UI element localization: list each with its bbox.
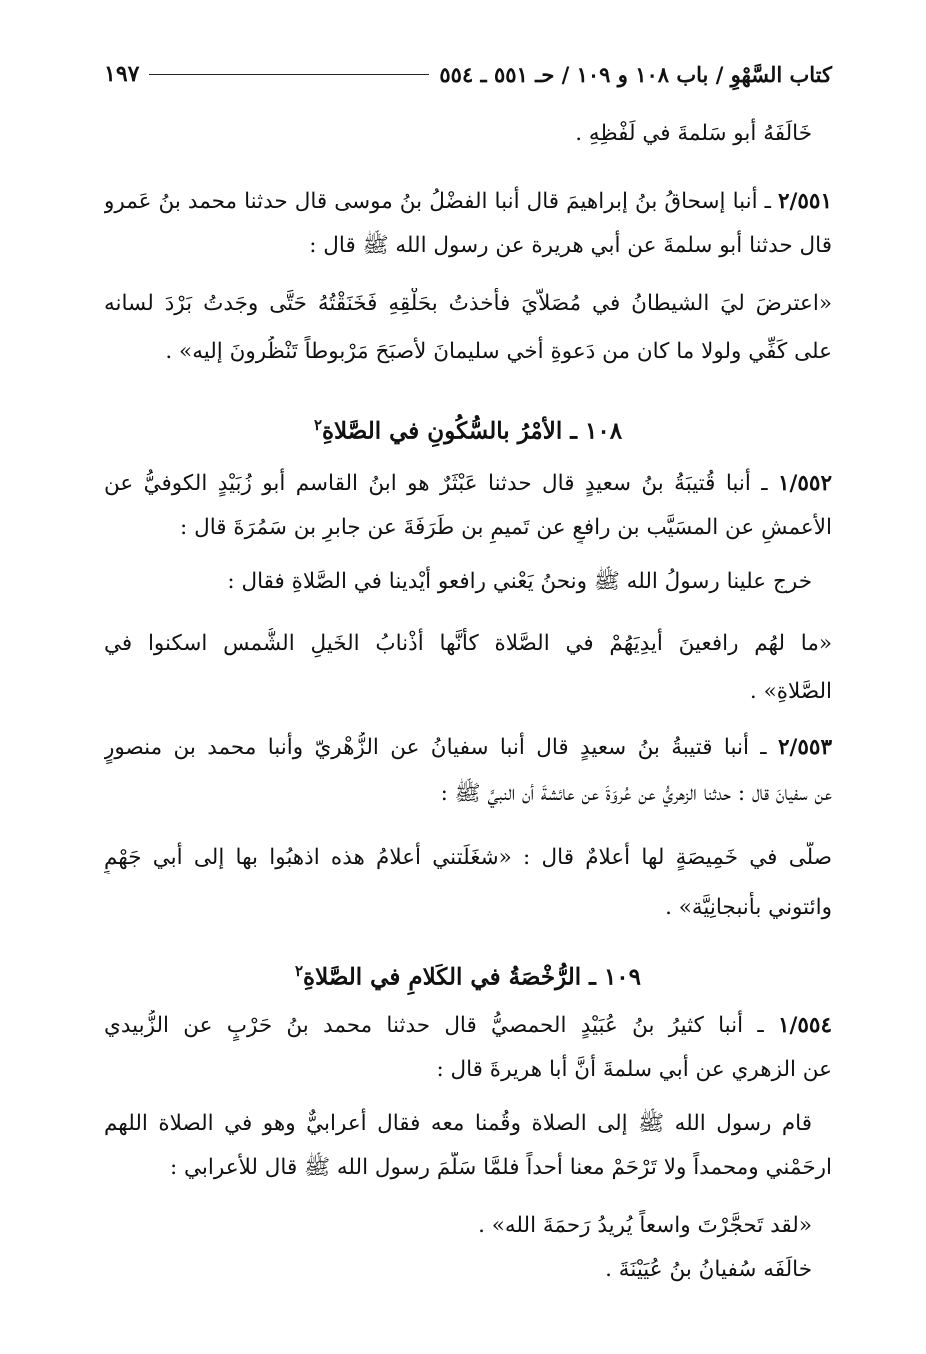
hadith-number: ٢/٥٥٣ — [777, 735, 832, 760]
text-line — [104, 1054, 832, 1086]
line-text: خَالَفَهُ أبو سَلمةَ في لَفْظِهِ . — [575, 121, 812, 146]
line-text: عن سفيانَ قال : حدثنا الزهريُّ عن عُروَةَ عن عائشةَ أن النبيَّ ﷺ : — [440, 781, 832, 806]
line-text: صلَّى في خَمِيصَةٍ لها أعلامٌ قال : «شغَلَتني أعلامُ هذه اذهبُوا بها إلى أبي جَهْمٍ — [104, 845, 832, 870]
text-line — [104, 118, 812, 150]
line-text: ـ أنبا كثيرُ بنُ عُبَيْدٍ الحمصيُّ قال حدثنا محمد بنُ حَرْبٍ عن الزُّبيدي — [104, 1013, 778, 1038]
text-line — [104, 892, 832, 924]
text-line — [104, 1108, 812, 1140]
line-text: ـ أنبا قتيبةُ بنُ سعيدٍ قال أنبا سفيانُ عن الزُّهْريّ وأنبا محمد بن منصورٍ — [104, 735, 778, 760]
section-heading-text: ١٠٨ ـ الأمْرُ بالسُّكُونِ في الصَّلاةِ — [322, 417, 623, 445]
line-text: خرج علينا رسولُ الله ﷺ ونحنُ يَعْني رافعو أيْدينا في الصَّلاةِ فقال : — [227, 569, 812, 594]
text-line — [104, 336, 832, 368]
line-text: الأعمشِ عن المسَيَّب بن رافعٍ عن تَميمِ بن طَرَفَةَ عن جابرِ بن سَمُرَةَ قال : — [180, 515, 832, 540]
hadith-number: ١/٥٥٢ — [777, 471, 832, 496]
text-line — [104, 676, 832, 708]
line-text: قام رسول الله ﷺ إلى الصلاة وقُمنا معه فقال أعرابيٌّ وهو في الصلاة اللهم — [104, 1111, 812, 1136]
line-text: «اعترضَ ليَ الشيطانُ في مُصَلاَّيَ فأخذتُ بحَلْقِهِ فَخَنَقْتُهُ حَتَّى وجَدتُ بَرْدَ لسانه — [104, 291, 832, 316]
line-text: ـ أنبا قُتيبَةُ بنُ سعيدٍ قال حدثنا عَبْثَرٌ هو ابنُ القاسم أبو زُبَيْدٍ الكوفيُّ عن — [104, 471, 778, 496]
line-text: على كَفِّي ولولا ما كان من دَعوةِ أخي سليمانَ لأصبَحَ مَرْبوطاً تَنْظُرونَ إليه» . — [165, 339, 832, 364]
footnote-marker: ٢ — [313, 416, 322, 434]
line-text: عن الزهري عن أبي سلمةَ أنَّ أبا هريرةَ قال : — [436, 1057, 832, 1082]
text-line — [104, 778, 832, 810]
line-text: قال حدثنا أبو سلمةَ عن أبي هريرة عن رسول الله ﷺ قال : — [309, 233, 832, 258]
hadith-first-line — [104, 468, 832, 500]
line-text: ـ أنبا إسحاقُ بنُ إبراهيمَ قال أنبا الفضْلُ بنُ موسى قال حدثنا محمد بنُ عَمرو — [104, 189, 778, 214]
hadith-first-line — [104, 1010, 832, 1042]
text-line — [104, 512, 832, 544]
text-line — [104, 1254, 812, 1286]
hadith-first-line — [104, 186, 832, 218]
line-text: ارحَمْني ومحمداً ولا تَرْحَمْ معنا أحداً فلمَّا سَلَّمَ رسول الله ﷺ قال للأعرابي : — [169, 1155, 832, 1180]
text-line — [104, 1152, 832, 1184]
text-line — [104, 628, 832, 660]
section-heading-text: ١٠٩ ـ الرُّخْصَةُ في الكَلامِ في الصَّلاةِ — [303, 963, 641, 991]
hadith-number: ٢/٥٥١ — [777, 189, 832, 214]
text-line — [104, 566, 812, 598]
text-line — [104, 230, 832, 262]
line-text: «ما لهُم رافعينَ أيدِيَهُمْ في الصَّلاة كأنَّها أذْنابُ الخَيلِ الشُّمس اسكنوا في — [104, 631, 832, 656]
line-text: وائتوني بأنبجانِيَّة» . — [665, 895, 832, 920]
running-head-title: كتاب السَّهْوِ / باب ١٠٨ و ١٠٩ / حـ ٥٥١ ـ ٥٥٤ — [439, 61, 832, 87]
header-rule — [149, 74, 429, 75]
text-line — [104, 1210, 812, 1242]
footnote-marker: ٢ — [294, 962, 304, 980]
section-heading — [104, 408, 832, 449]
hadith-number: ١/٥٥٤ — [777, 1013, 832, 1038]
running-head — [104, 56, 832, 92]
page-number: ١٩٧ — [104, 61, 140, 87]
text-line — [104, 288, 832, 320]
line-text: «لقد تَحجَّرْتَ واسعاً يُريدُ رَحمَةَ الله» . — [478, 1213, 812, 1238]
section-heading — [104, 954, 832, 995]
text-line — [104, 842, 832, 874]
line-text: خالَفَه سُفيانُ بنُ عُيَيْنَةَ . — [605, 1257, 812, 1282]
hadith-first-line — [104, 732, 832, 764]
line-text: الصَّلاةِ» . — [749, 679, 832, 704]
